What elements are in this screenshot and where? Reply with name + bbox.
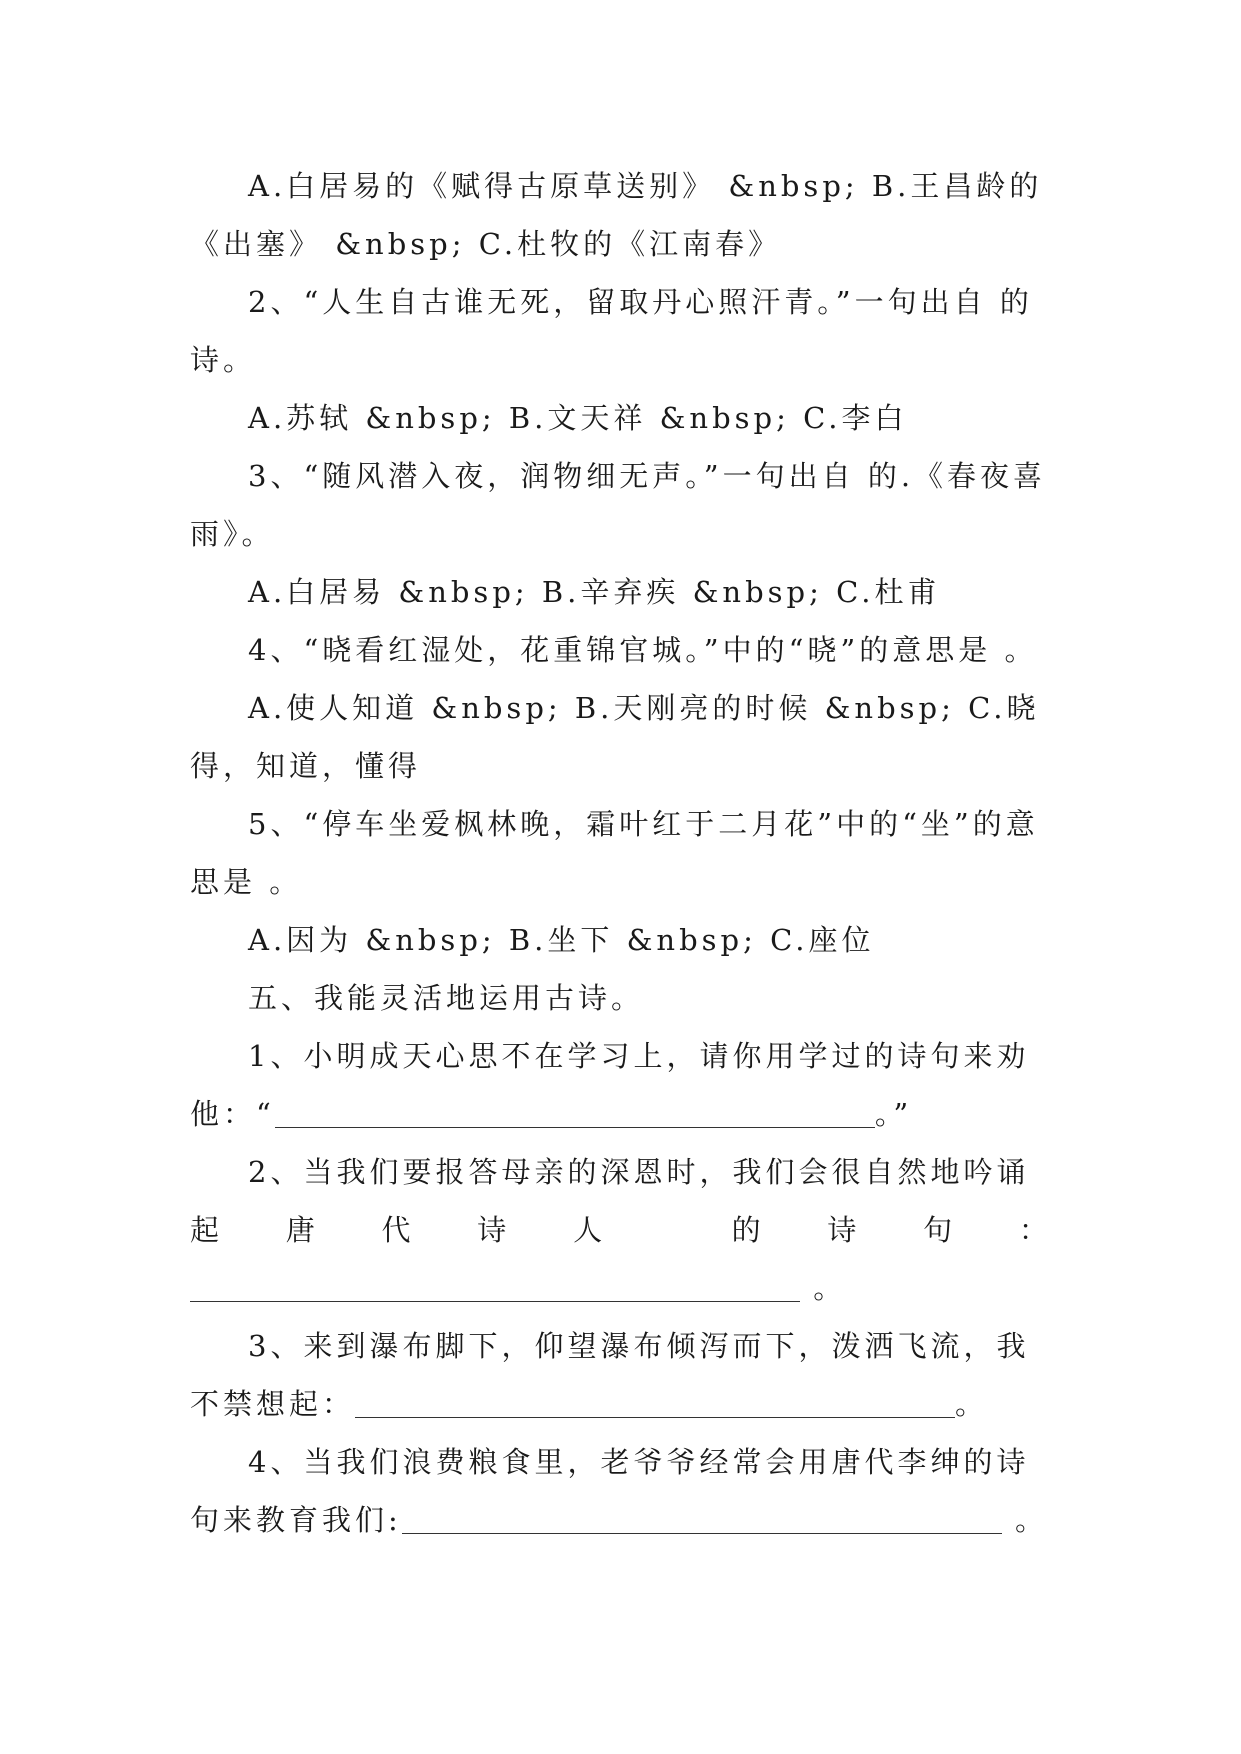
- s5-q1-text: 1、小明成天心思不在学习上，请你用学过的诗句来劝他：“: [190, 1039, 1030, 1131]
- s5-q3: [190, 1317, 1052, 1433]
- s5-q1: [190, 1027, 1052, 1143]
- s5-q4-answer-blank[interactable]: [402, 1507, 1002, 1534]
- s5-q3-end: 。: [955, 1387, 989, 1421]
- s5-q2-char: 起: [190, 1213, 224, 1247]
- s5-q2-text: 2、当我们要报答母亲的深恩时，我们会很自然地吟诵: [248, 1155, 1030, 1189]
- s5-q2-char: 的: [731, 1213, 765, 1247]
- s5-q4: [190, 1433, 1052, 1549]
- section5-title: 五、我能灵活地运用古诗。: [248, 981, 645, 1015]
- q4-options: A.使人知道 &nbsp; B.天刚亮的时候 &nbsp; C.晓得，知道，懂得: [190, 691, 1040, 783]
- q3-options: A.白居易 &nbsp; B.辛弃疾 &nbsp; C.杜甫: [248, 575, 941, 609]
- s5-q2-answer-blank[interactable]: [190, 1275, 800, 1302]
- q5-options: A.因为 &nbsp; B.坐下 &nbsp; C.座位: [248, 923, 875, 957]
- s5-q4-end: 。: [1015, 1503, 1049, 1537]
- q2-question: 2、“人生自古谁无死，留取丹心照汗青。”一句出自 的诗。: [190, 285, 1033, 377]
- q5-question: 5、“停车坐爱枫林晚，霜叶红于二月花”中的“坐”的意思是 。: [190, 807, 1039, 899]
- s5-q4-text: 4、当我们浪费粮食里，老爷爷经常会用唐代李绅的诗句来教育我们:: [190, 1445, 1030, 1537]
- s5-q2-justified-line: [190, 1201, 1052, 1259]
- q1-options-line1: A.白居易的《赋得古原草送别》 &nbsp; B.王昌龄的: [248, 169, 1043, 203]
- s5-q2-char: 唐: [285, 1213, 319, 1247]
- s5-q2-char: 诗: [827, 1213, 861, 1247]
- q2-options: A.苏轼 &nbsp; B.文天祥 &nbsp; C.李白: [248, 401, 908, 435]
- s5-q2-char: 人: [573, 1213, 607, 1247]
- document-page: [190, 157, 1052, 1549]
- q1-options-line2: 《出塞》 &nbsp; C.杜牧的《江南春》: [190, 227, 782, 261]
- s5-q2-char: 诗: [477, 1213, 511, 1247]
- s5-q3-text: 3、来到瀑布脚下，仰望瀑布倾泻而下，泼洒飞流，我不禁想起：: [190, 1329, 1030, 1421]
- q3-question: 3、“随风潜入夜，润物细无声。”一句出自 的.《春夜喜雨》。: [190, 459, 1047, 551]
- s5-q2-answer-line: [190, 1259, 1052, 1317]
- s5-q1-end: 。”: [874, 1097, 913, 1131]
- s5-q2-char: 代: [381, 1213, 415, 1247]
- s5-q1-answer-blank[interactable]: [275, 1101, 875, 1128]
- s5-q2-end: 。: [813, 1271, 847, 1305]
- s5-q2-char: ：: [1018, 1213, 1052, 1247]
- q4-question: 4、“晓看红湿处，花重锦官城。”中的“晓”的意思是 。: [248, 633, 1038, 667]
- s5-q3-answer-blank[interactable]: [355, 1391, 955, 1418]
- s5-q2-char: 句: [923, 1213, 957, 1247]
